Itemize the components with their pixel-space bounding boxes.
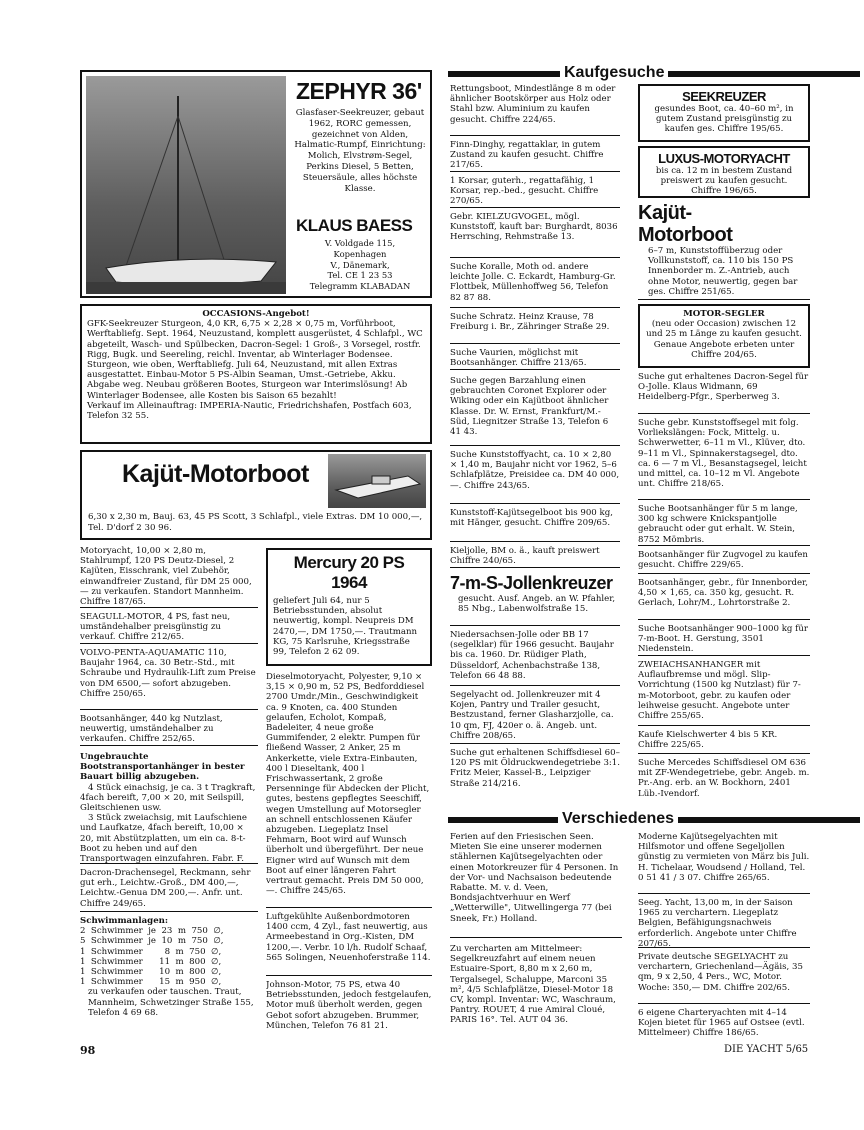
list-item: SEAGULL-MOTOR, 4 PS, fast neu, umständehalber preisgünstig zu verkauf. Chiffre 212/65. — [80, 612, 258, 644]
list-item: VOLVO-PENTA-AQUAMATIC 110, Baujahr 1964, ca. 30 Betr.-Std., mit Schraube und Hydraulik-Lift zum Preise von DM 6500,— sofort abzugeben. Chiffre 250/65. — [80, 648, 258, 710]
transport-ad — [80, 752, 258, 864]
page-number: 98 — [80, 1044, 96, 1057]
list-item: Finn-Dinghy, regattaklar, in gutem Zustand zu kaufen gesucht. Chiffre 217/65. — [450, 140, 620, 172]
luxus-ad — [638, 146, 810, 198]
kajuet-want-title1: Kajüt- — [638, 202, 692, 224]
list-item: Dieselmotoryacht, Polyester, 9,10 × 3,15 × 0,90 m, 52 PS, Bedforddiesel 2700 Umdr./Min., Geschwindigkeit ca. 9 Knoten, ca. 400 Stunden gelaufen, Echolot, Kompaß, Badeleiter, 4 neue große Gummifender, 2 elektr. Pumpen für fließend Wasser, 2 Anker, 25 m Ankerkette, viele Extra-Einbauten, 400 l Dieseltank, 400 l Frischwassertank, 2 große Persenninge für Abdecken der Plicht, gutes, bestens gepflegtes Seeschiff, wegen Umstellung auf Motorsegler an schnell entschlossenen Käufer abzugeben. Liegeplatz Insel Fehmarn, Boot wird auf Wunsch überholt und übergeführt. Der neue Eigner wird auf Wunsch mit dem Boot auf einer längeren Fahrt vertraut gemacht. Preis DM 50 000,—. Chiffre 245/65. — [266, 672, 432, 908]
transport-head: Ungebrauchte Bootstransportanhänger in bester Bauart billig abzugeben. — [80, 752, 245, 783]
motorboat-photo — [328, 454, 426, 508]
mercury-title: Mercury 20 PS — [293, 553, 405, 572]
list-item: Bootsanhänger für Zugvogel zu kaufen gesucht. Chiffre 229/65. — [638, 550, 810, 574]
transport-body1: 4 Stück einachsig, je ca. 3 t Tragkraft, 4fach bereift, 7,00 × 20, mit Seilspill, Gleitschienen usw. — [80, 782, 256, 814]
list-item: Suche Bootsanhänger für 5 m lange, 300 kg schwere Knickspantjolle gebraucht oder gut erhalt. W. Stein, 8752 Mömbris. — [638, 504, 810, 546]
mercury-ad — [266, 548, 432, 666]
motorsegler-body: (neu oder Occasion) zwischen 12 und 25 m Länge zu kaufen gesucht. Genaue Angebote erbeten unter Chiffre 204/65. — [646, 319, 802, 360]
mercury-body: geliefert Juli 64, nur 5 Betriebsstunden, absolut neuwertig, kompl. Neupreis DM 2470,—, DM 1750,—. Trautmann KG, 75 Karlsruhe, Kriegsstraße 99, Telefon 2 62 09. — [273, 596, 418, 658]
transport-body2: 3 Stück zweiachsig, mit Laufschiene und Laufkatze, 4fach bereift, 10,00 × 20, mit Abstützplatten, um ein ca. 8-t-Boot zu heben und auf den Transportwagen einzufahren. Fabr. F. — [80, 813, 247, 864]
luxus-body: bis ca. 12 m in bestem Zustand preiswert zu kaufen gesucht. Chiffre 196/65. — [655, 166, 793, 197]
kajuet-want-body: 6–7 m, Kunststoffüberzug oder Vollkunststoff, ca. 110 bis 150 PS Innenborder m. Z.-Antrieb, auch ohne Motor, neuwertig, gegen bar ges. Chiffre 251/65. — [648, 246, 798, 297]
occasions-title: OCCASIONS-Angebot! — [202, 309, 310, 319]
schwimm-tail: zu verkaufen oder tauschen. Traut, Mannheim, Schwetzinger Straße 155, Telefon 4 69 68. — [88, 987, 254, 1018]
list-item: Suche gegen Barzahlung einen gebrauchten Coronet Explorer oder Wiking oder ein Kajütboot ähnlicher Klasse. Dr. W. Ernst, Frankfurt/M.-Süd, Liegnitzer Straße 13, Telefon 6 41 43. — [450, 376, 620, 446]
table-row: 1 Schwimmer 10 m 800 ∅, — [80, 967, 222, 978]
list-item: ZWEIACHSANHÄNGER mit Auflaufbremse und mögl. Slip-Vorrichtung (1500 kg Nutzlast) für 7-m-Motorboot, gebr. zu kaufen oder leihweise gesucht. Angebote unter Chiffre 255/65. — [638, 660, 810, 726]
motorboat-icon — [328, 454, 426, 508]
zephyr-ad — [80, 70, 432, 298]
list-item: Suche gut erhaltenes Dacron-Segel für O-Jolle. Klaus Widmann, 69 Heidelberg-Pfgr., Sperberweg 3. — [638, 372, 810, 414]
section-title-kaufgesuche: Kaufgesuche — [560, 63, 668, 83]
kajuet-motorboot-body: 6,30 x 2,30 m, Bauj. 63, 45 PS Scott, 3 Schlafpl., viele Extras. DM 10 000,—, Tel. D'dorf 2 30 96. — [88, 512, 423, 533]
list-item: Bootsanhänger, 440 kg Nutzlast, neuwertig, umständehalber zu verkaufen. Chiffre 252/65. — [80, 714, 258, 746]
section-title-verschiedenes: Verschiedenes — [558, 809, 678, 829]
occasions-p2: Sturgeon, wie oben, Werftabliefg. Juli 64, Neuzustand, mit allen Extras ausgestattet. Einbau-Motor 5 PS-Albin Seaman, Umst.-Getriebe, Akku. Abgabe weg. Neubau größeren Bootes, Sturgeon war Interimslösung! Ab Winterlager Bodensee, alle Kosten bis Saison 65 bezahlt! — [87, 360, 408, 401]
zephyr-title: ZEPHYR 36' — [296, 78, 422, 104]
table-row: 1 Schwimmer 8 m 750 ∅, — [80, 946, 222, 957]
sailboat-photo — [86, 76, 286, 294]
schwimm-ad — [80, 916, 258, 1028]
seekreuzer-title: SEEKREUZER — [682, 89, 766, 104]
list-item: Suche Mercedes Schiffsdiesel OM 636 mit ZF-Wendegetriebe, gebr. Angeb. m. Pr.-Ang. erb. an W. Bockhorn, 2401 Lüb.-Ivendorf. — [638, 758, 810, 799]
list-item: Rettungsboot, Mindestlänge 8 m oder ähnlicher Bootskörper aus Holz oder Stahl bzw. Aluminium zu kaufen gesucht. Chiffre 224/65. — [450, 84, 620, 136]
jollenkreuzer-body: gesucht. Ausf. Angeb. an W. Pfahler, 85 Nbg., Labenwolfstraße 15. — [458, 594, 616, 615]
kajuet-want-title2: Motorboot — [638, 224, 733, 246]
list-item: Johnson-Motor, 75 PS, etwa 40 Betriebsstunden, jedoch festgelaufen, Motor muß überholt werden, gegen Gebot sofort abzugeben. Brummer, München, Telefon 76 81 21. — [266, 980, 432, 1031]
zephyr-body: Glasfaser-Seekreuzer, gebaut 1962, RORC gemessen, gezeichnet von Alden, Halmatic-Rumpf, Einrichtung: Molich, Elvstrøm-Segel, Perkins Diesel, 5 Betten, Steuersäule, alles höchste Klasse. — [294, 108, 426, 194]
seekreuzer-body: gesundes Boot, ca. 40–60 m², in gutem Zustand preisgünstig zu kaufen ges. Chiffre 195/65. — [654, 104, 794, 135]
kajuet-motorboot-want-ad — [638, 202, 810, 300]
schwimm-title: Schwimmanlagen: — [80, 916, 169, 926]
list-item: Moderne Kajütsegelyachten mit Hilfsmotor und offene Segeljollen günstig zu vermieten von März bis Juli. H. Tichelaar, Woudsend / Holland, Tel. 0 51 41 / 3 07. Chiffre 265/65. — [638, 832, 810, 894]
list-item: Niedersachsen-Jolle oder BB 17 (segelklar) für 1966 gesucht. Baujahr bis ca. 1960. Dr. Rüdiger Plath, Düsseldorf, Achenbachstraße 138, Telefon 66 48 88. — [450, 630, 620, 686]
list-item: Seeg. Yacht, 13,00 m, in der Saison 1965 zu verchartern. Liegeplatz Belgien, Befähigungsnachweis erforderlich. Angebote unter Chiffre 207/65. — [638, 898, 810, 948]
list-item: Suche gut erhaltenen Schiffsdiesel 60–120 PS mit Öldruckwendegetriebe 3:1. Fritz Meier, Kassel-B., Leipziger Straße 214/216. — [450, 748, 620, 789]
section-band-verschiedenes — [448, 810, 860, 827]
kajuet-motorboot-ad — [80, 450, 432, 540]
jollenkreuzer-title: 7-m-S-Jollenkreuzer — [450, 573, 613, 593]
list-item: Ferien auf den Friesischen Seen. Mieten Sie eine unserer modernen stählernen Kajütsegelyachten oder einen Motorkreuzer für 4 Personen. In der Vor- und Nachsaison bedeutende Rabatte. M. v. d. Veen, Bondsjachtverhuur en Werf „Wetterwille", Uitwellingerga 77 (bei Sneek, Fr.) Holland. — [450, 832, 622, 938]
list-item: Luftgekühlte Außenbordmotoren 1400 ccm, 4 Zyl., fast neuwertig, aus Armeebestand in Org.-Kisten, DM 1200,—. Verbr. 10 l/h. Rudolf Schaaf, 565 Solingen, Neuenhoferstraße 114. — [266, 912, 432, 976]
mercury-year: 1964 — [331, 573, 367, 592]
list-item: Private deutsche SEGELYACHT zu verchartern, Griechenland—Ägäis, 35 qm, 9 x 2,50, 4 Pers., WC, Motor. Woche: 350,— DM. Chiffre 202/65. — [638, 952, 810, 1004]
list-item: Suche Koralle, Moth od. andere leichte Jolle. C. Eckardt, Hamburg-Gr. Flottbek, Müllenhoffweg 56, Telefon 82 87 88. — [450, 262, 620, 308]
zephyr-seller: KLAUS BAESS — [296, 216, 413, 235]
occasions-ad — [80, 304, 432, 444]
list-item: Suche Vaurien, möglichst mit Bootsanhänger. Chiffre 213/65. — [450, 348, 620, 370]
magazine-issue: DIE YACHT 5/65 — [724, 1044, 809, 1055]
seekreuzer-ad — [638, 84, 810, 142]
section-band-kaufgesuche — [448, 64, 860, 81]
list-item: Suche Schratz. Heinz Krause, 78 Freiburg i. Br., Zähringer Straße 29. — [450, 312, 620, 344]
table-row: 5 Schwimmer je 10 m 750 ∅, — [80, 936, 224, 947]
dacron-ad: Dacron-Drachensegel, Reckmann, sehr gut erh., Leichtw.-Groß., DM 400,—, Leichtw.-Genua DM 200,—. Anfr. unt. Chiffre 249/65. — [80, 868, 258, 912]
list-item: Kieljolle, BM o. ä., kauft preiswert Chiffre 240/65. — [450, 546, 620, 568]
list-item: Suche Bootsanhänger 900–1000 kg für 7-m-Boot. H. Gerstung, 3501 Niedenstein. — [638, 624, 810, 656]
table-row: 1 Schwimmer 15 m 950 ∅, — [80, 977, 222, 988]
list-item: 6 eigene Charteryachten mit 4–14 Kojen bietet für 1965 auf Ostsee (evtl. Mittelmeer) Chiffre 186/65. — [638, 1008, 805, 1039]
kajuet-motorboot-title: Kajüt-Motorboot — [122, 460, 309, 488]
list-item: Kunststoff-Kajütsegelboot bis 900 kg, mit Hänger, gesucht. Chiffre 209/65. — [450, 508, 620, 542]
occasions-p3: Verkauf im Alleinauftrag: IMPERIA-Nautic, Friedrichshafen, Postfach 603, Telefon 32 55. — [87, 400, 412, 422]
list-item: 1 Korsar, guterh., regattafähig, 1 Korsar, rep.-bed., gesucht. Chiffre 270/65. — [450, 176, 620, 208]
motorsegler-ad — [638, 304, 810, 368]
jollenkreuzer-ad — [450, 572, 620, 626]
list-item: Motoryacht, 10,00 × 2,80 m, Stahlrumpf, 120 PS Deutz-Diesel, 2 Kajüten, Eisschrank, viel Zubehör, einwandfreier Zustand, für DM 25 000,— zu verkaufen. Standort Mannheim. Chiffre 187/65. — [80, 546, 258, 608]
list-item: Suche gebr. Kunststoffsegel mit folg. Vorliekslängen: Fock, Mittelg. u. Schwerwetter, 6–11 m Vl., Klüver, dto. 9–11 m Vl., Spinnakerstagsegel, dto. ca. 6 — 7 m Vl., Besanstagsegel, leicht und mittel, ca. 10–12 m Vl. Angebote unt. Chiffre 218/65. — [638, 418, 810, 500]
motorsegler-title: MOTOR-SEGLER — [683, 309, 765, 319]
list-item: Zu vercharten am Mittelmeer: Segelkreuzfahrt auf einem neuen Estuaire-Sport, 8,80 m x 2,60 m, Tergalsegel, Schaluppe, Marconi 35 m², 4/5 Schlafplätze, Diesel-Motor 18 CV, kompl. Inventar: WC, Waschraum, Pantry. ROUET, 4 rue Amiral Cloué, PARIS 16°. Tel. AUT 04 36. — [450, 944, 616, 1026]
list-item: Suche Kunststoffyacht, ca. 10 × 2,80 × 1,40 m, Baujahr nicht vor 1962, 5–6 Schlafplätze, Preisidee ca. DM 40 000,—. Chiffre 243/65. — [450, 450, 620, 504]
occasions-p1: GFK-Seekreuzer Sturgeon, 4,0 KR, 6,75 × 2,28 × 0,75 m, Vorführboot, Werftabliefg. Sept. 1964, Neuzustand, komplett ausgerüstet, 4 Schlafpl., WC abgeteilt, Wasch- und Spülbecken, Dacron-Segel: 1 Groß-, 3 Vorsegel, rostfr. Rigg, Bugk. und Seereling, reichl. Inventar, ab Winterlager Bodensee. — [87, 319, 423, 360]
list-item: Kaufe Kielschwerter 4 bis 5 KR. Chiffre 225/65. — [638, 730, 810, 754]
sailboat-icon — [86, 76, 286, 294]
table-row: 1 Schwimmer 11 m 800 ∅, — [80, 956, 222, 967]
table-row: 2 Schwimmer je 23 m 750 ∅, — [80, 926, 224, 937]
list-item: Bootsanhänger, gebr., für Innenborder, 4,50 × 1,65, ca. 350 kg, gesucht. R. Gerlach, Lohr/M., Lohrtorstraße 2. — [638, 578, 810, 620]
zephyr-address: V. Voldgade 115, Kopenhagen V., Dänemark, Tel. CE 1 23 53 Telegramm KLABADAN — [309, 238, 411, 292]
list-item: Segelyacht od. Jollenkreuzer mit 4 Kojen, Pantry und Trailer gesucht, Bestzustand, ferner Glasharzjolle, ca. 10 qm, FJ, 420er o. ä. Angeb. unt. Chiffre 208/65. — [450, 690, 620, 744]
list-item: Gebr. KIELZUGVOGEL, mögl. Kunststoff, kauft bar: Burghardt, 8036 Herrsching, Rehmstraße 13. — [450, 212, 620, 258]
luxus-title: LUXUS-MOTORYACHT — [658, 151, 790, 166]
